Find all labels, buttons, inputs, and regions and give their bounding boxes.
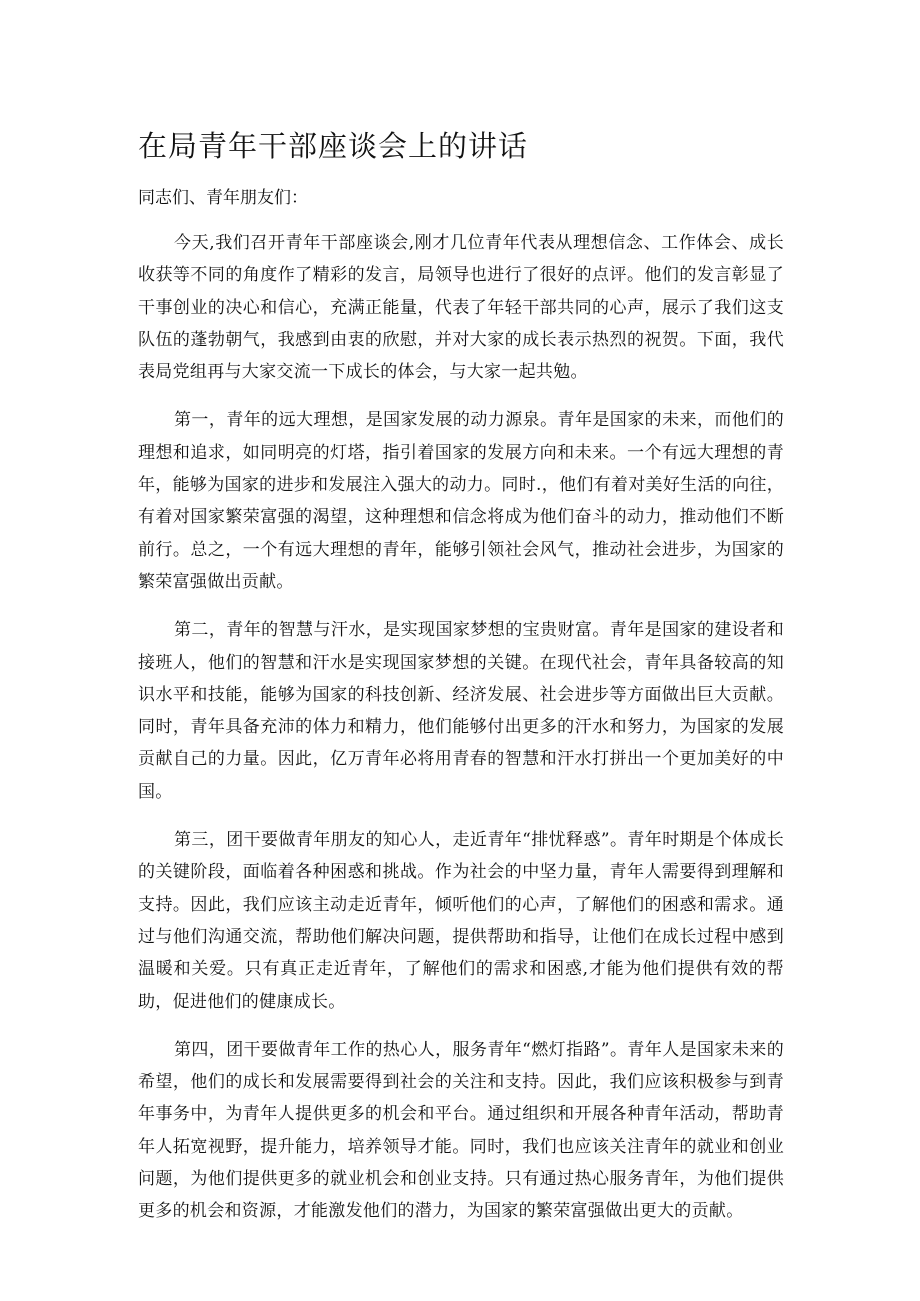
paragraph-second-point: 第二，青年的智慧与汗水，是实现国家梦想的宝贵财富。青年是国家的建设者和接班人，他们的智慧和汗水是实现国家梦想的关键。在现代社会，青年具备较高的知识水平和技能，能够为国家的科技创新、经济发展、社会进步等方面做出巨大贡献。同时，青年具备充沛的体力和精力，他们能够付出更多的汗水和努力，为国家的发展贡献自己的力量。因此，亿万青年必将用青春的智慧和汗水打拼出一个更加美好的中国。 [138, 620, 784, 802]
paragraph-opening: 今天,我们召开青年干部座谈会,刚才几位青年代表从理想信念、工作体会、成长收获等不同的角度作了精彩的发言，局领导也进行了很好的点评。他们的发言彰显了干事创业的决心和信心，充满正能量，代表了年轻干部共同的心声，展示了我们这支队伍的蓬勃朝气，我感到由衷的欣慰，并对大家的成长表示热烈的祝贺。下面，我代表局党组再与大家交流一下成长的体会，与大家一起共勉。 [138, 233, 784, 383]
paragraph-third-point: 第三，团干要做青年朋友的知心人，走近青年“排忧释惑”。青年时期是个体成长的关键阶段，面临着各种困惑和挑战。作为社会的中坚力量，青年人需要得到理解和支持。因此，我们应该主动走近青年，倾听他们的心声，了解他们的困惑和需求。通过与他们沟通交流，帮助他们解决问题，提供帮助和指导，让他们在成长过程中感到温暖和关爱。只有真正走近青年，了解他们的需求和困惑,才能为他们提供有效的帮助，促进他们的健康成长。 [138, 830, 784, 1012]
salutation: 同志们、青年朋友们： [138, 188, 308, 208]
document-body [138, 227, 784, 1244]
document-title: 在局青年干部座谈会上的讲话 [138, 129, 529, 163]
paragraph-fourth-point: 第四，团干要做青年工作的热心人，服务青年“燃灯指路”。青年人是国家未来的希望，他们的成长和发展需要得到社会的关注和支持。因此，我们应该积极参与到青年事务中，为青年人提供更多的机会和平台。通过组织和开展各种青年活动，帮助青年人拓宽视野，提升能力，培养领导才能。同时，我们也应该关注青年的就业和创业问题，为他们提供更多的就业机会和创业支持。只有通过热心服务青年，为他们提供更多的机会和资源，才能激发他们的潜力，为国家的繁荣富强做出更大的贡献。 [138, 1039, 784, 1222]
paragraph-first-point: 第一，青年的远大理想，是国家发展的动力源泉。青年是国家的未来，而他们的理想和追求，如同明亮的灯塔，指引着国家的发展方向和未来。一个有远大理想的青年，能够为国家的进步和发展注入强大的动力。同时.，他们有着对美好生活的向往，有着对国家繁荣富强的渴望，这种理想和信念将成为他们奋斗的动力，推动他们不断前行。总之，一个有远大理想的青年，能够引领社会风气，推动社会进步，为国家的繁荣富强做出贡献。 [138, 410, 784, 592]
